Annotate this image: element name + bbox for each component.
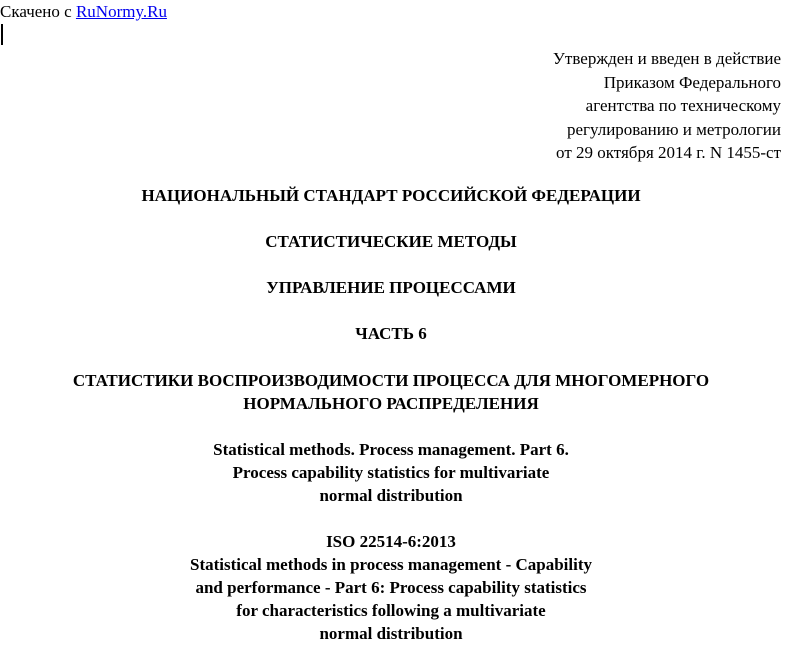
title-part2-heading: УПРАВЛЕНИЕ ПРОЦЕССАМИ bbox=[266, 278, 516, 297]
subtitle-line: НОРМАЛЬНОГО РАСПРЕДЕЛЕНИЯ bbox=[243, 394, 539, 413]
download-note-prefix: Скачено с bbox=[0, 2, 72, 21]
download-note bbox=[0, 2, 167, 22]
subtitle-line: СТАТИСТИКИ ВОСПРОИЗВОДИМОСТИ ПРОЦЕССА ДЛЯ МНОГОМЕРНОГО bbox=[72, 371, 710, 390]
approval-line: Утвержден и введен в действие bbox=[552, 49, 781, 68]
approval-line: регулированию и метрологии bbox=[566, 119, 781, 139]
part-number-heading: ЧАСТЬ 6 bbox=[355, 324, 427, 343]
approval-line: от 29 октября 2014 г. N 1455-ст bbox=[556, 143, 781, 162]
subtitle-heading bbox=[0, 369, 782, 415]
approval-block bbox=[553, 47, 781, 165]
title-part1-heading: СТАТИСТИЧЕСКИЕ МЕТОДЫ bbox=[265, 232, 517, 251]
runormy-link[interactable]: RuNormy.Ru bbox=[75, 2, 167, 21]
iso-number: ISO 22514-6:2013 bbox=[326, 532, 456, 551]
iso-title-line: Statistical methods in process management - Capability bbox=[189, 555, 592, 574]
approval-line: агентства по техническому bbox=[585, 96, 781, 115]
iso-title-line: for characteristics following a multivariate bbox=[236, 601, 546, 620]
english-title-line: Statistical methods. Process management. Part 6. bbox=[213, 440, 569, 459]
english-title-line: Process capability statistics for multivariate bbox=[232, 463, 550, 482]
iso-title-line: normal distribution bbox=[319, 624, 463, 643]
english-title-line: normal distribution bbox=[319, 486, 463, 505]
iso-block bbox=[0, 530, 782, 645]
iso-title-line: and performance - Part 6: Process capability statistics bbox=[195, 578, 587, 597]
standard-type-heading: НАЦИОНАЛЬНЫЙ СТАНДАРТ РОССИЙСКОЙ ФЕДЕРАЦИИ bbox=[141, 186, 641, 205]
text-cursor bbox=[1, 24, 3, 45]
english-title-block bbox=[0, 438, 782, 507]
approval-line: Приказом Федерального bbox=[603, 72, 781, 92]
